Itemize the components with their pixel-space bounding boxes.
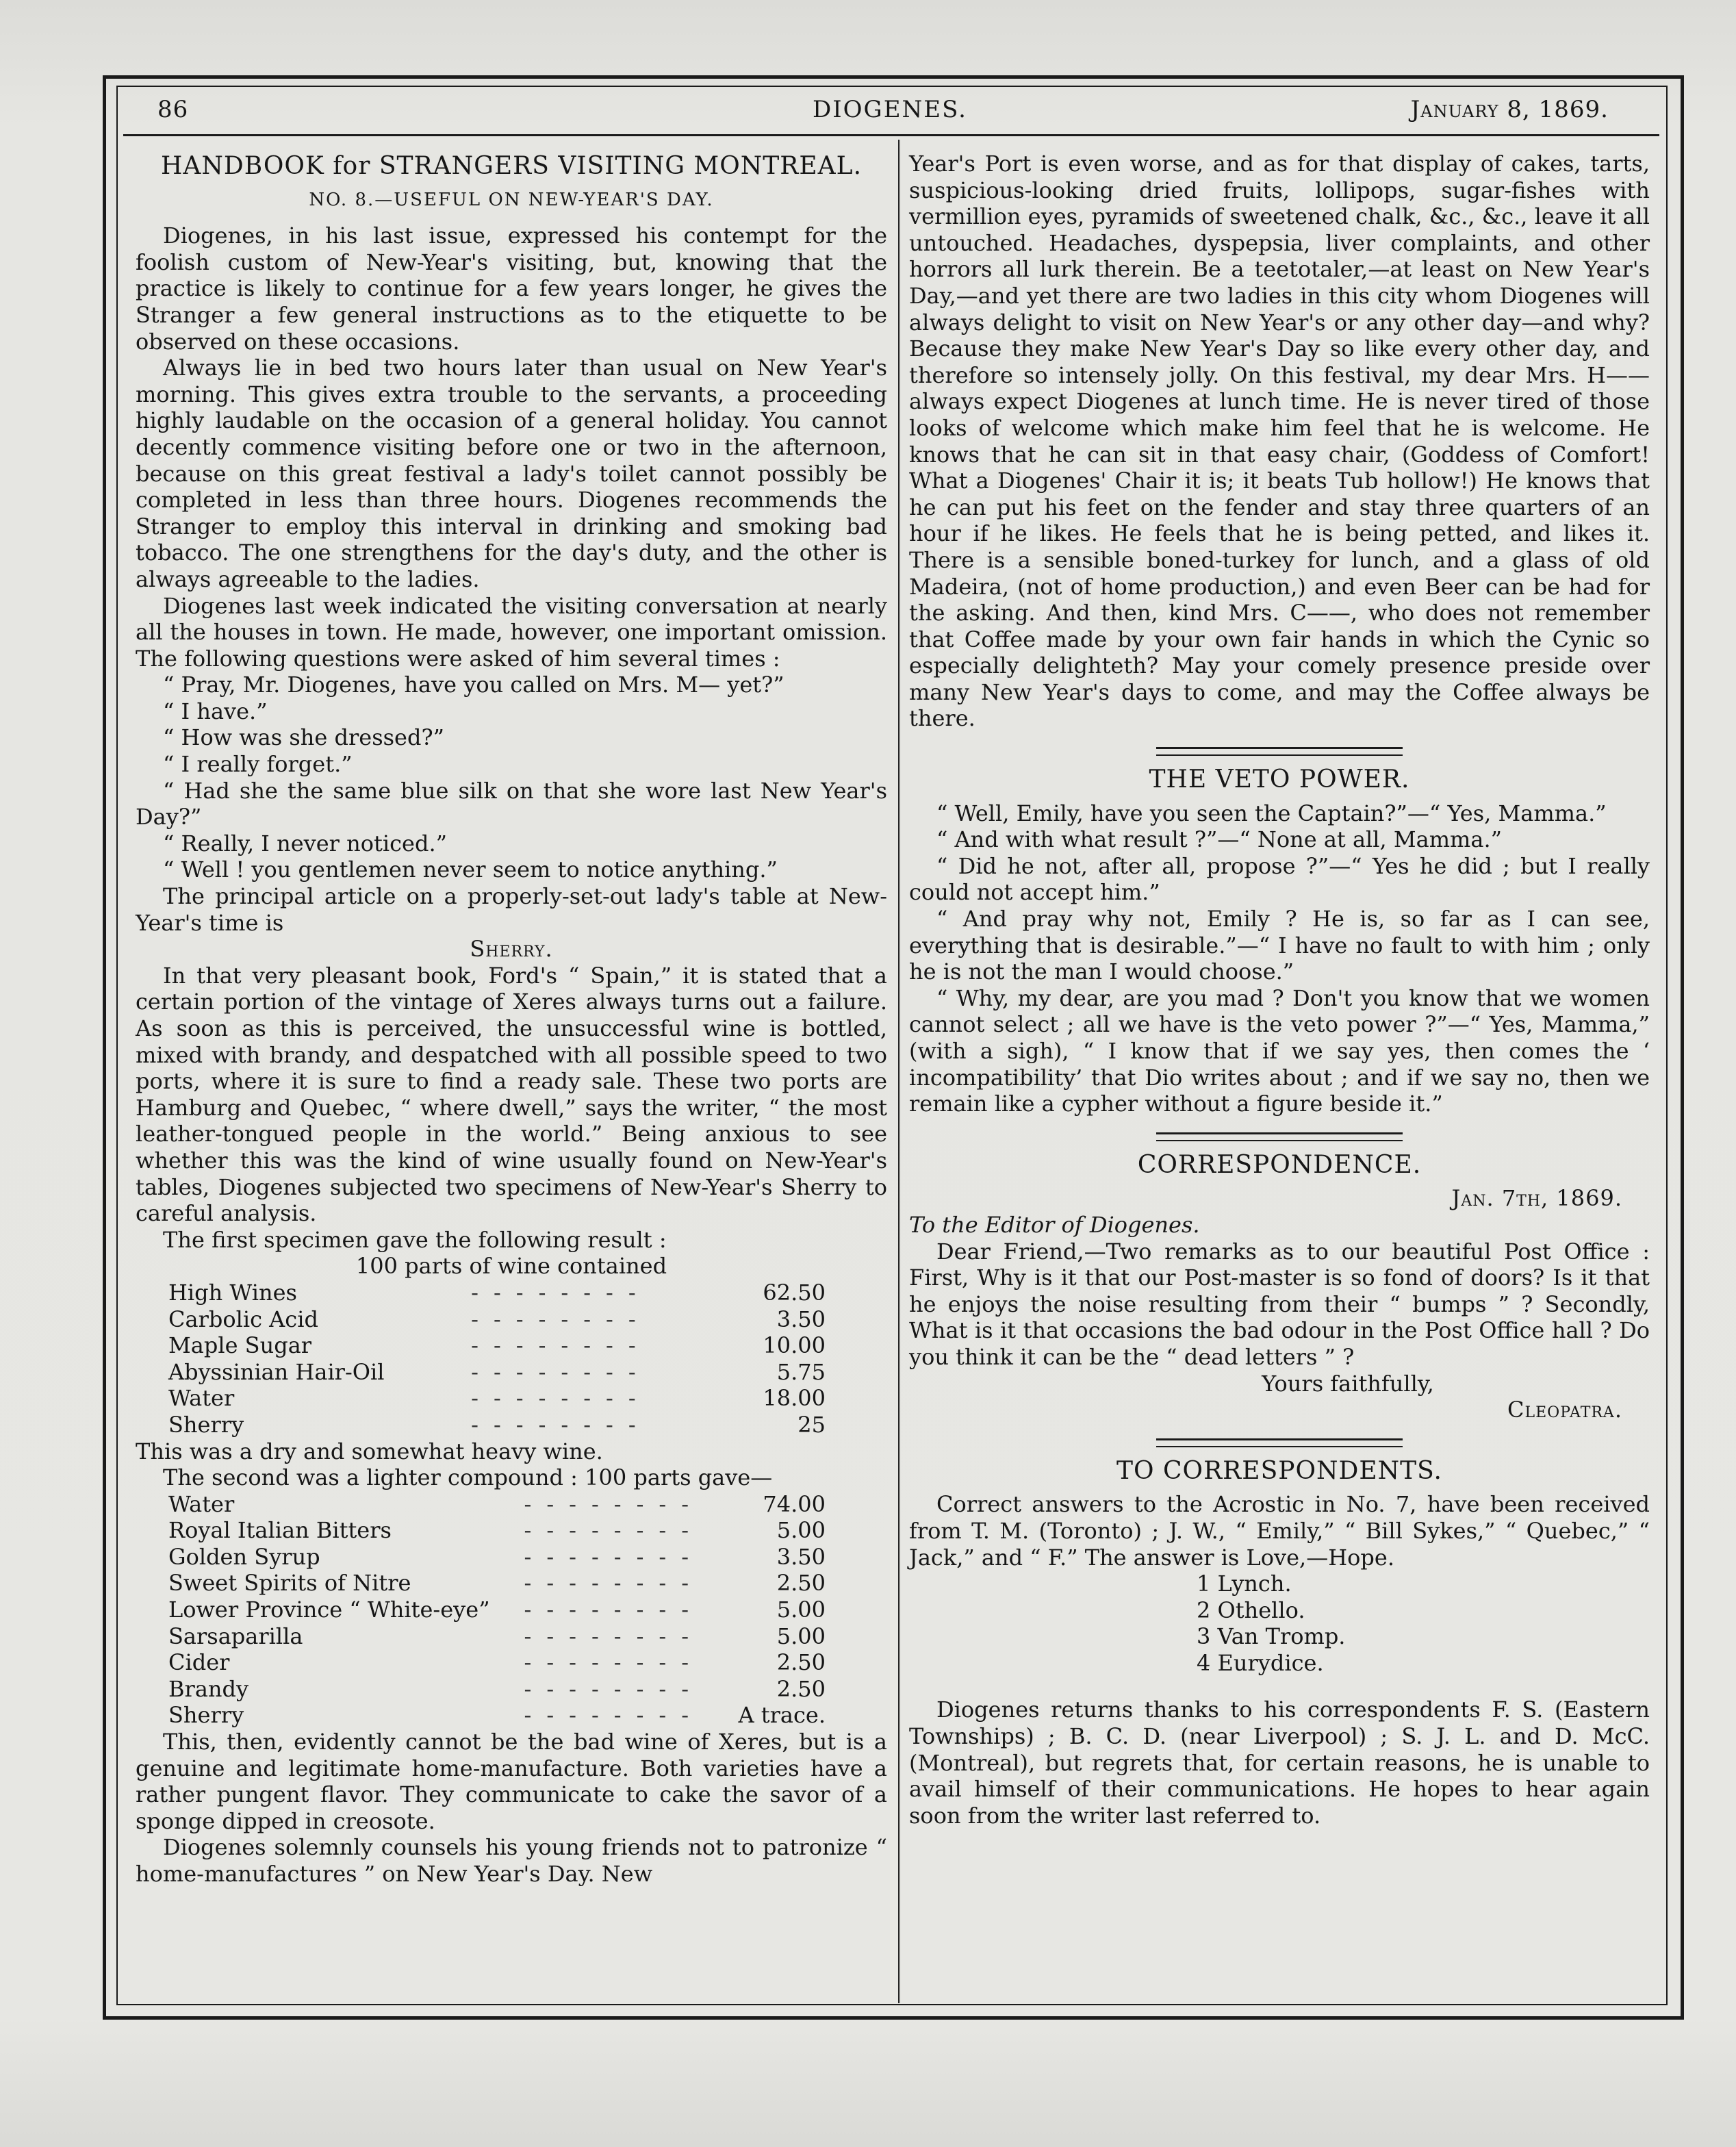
dialogue-line: “ And pray why not, Emily ? He is, so far as I can see, everything that is desirable.”—“ I have no fault to with him ; only he is not the man I would choose.”	[909, 906, 1650, 985]
article-title: HANDBOOK for STRANGERS VISITING MONTREAL.	[160, 152, 863, 180]
amount: 18.00	[763, 1385, 826, 1412]
table-row: Water -------- 18.00	[168, 1385, 826, 1412]
issue-date: January 8, 1869.	[1410, 96, 1609, 123]
table-row: Royal Italian Bitters -------- 5.00	[168, 1517, 826, 1544]
table-row: Abyssinian Hair-Oil -------- 5.75	[168, 1358, 826, 1385]
ingredient: Sarsaparilla	[168, 1623, 303, 1649]
paragraph: Always lie in bed two hours later than usual on New Year's morning. This gives extra trouble to the servants, a proceeding highly laudable on the occasion of a general holiday. You cannot decently commence visiting before one or two in the afternoon, because on this great festival a lady's toilet cannot possibly be completed in less than three hours. Diogenes recommends the Stranger to employ this interval in drinking and smoking bad tobacco. The one strengthens for the day's duty, and the other is always agreeable to the ladies.	[136, 355, 887, 592]
dialogue-line: “ I have.”	[163, 698, 268, 724]
amount: 3.50	[776, 1543, 826, 1570]
table-row: Carbolic Acid -------- 3.50	[168, 1306, 826, 1332]
amount: 10.00	[763, 1332, 826, 1359]
ingredient: Golden Syrup	[168, 1543, 320, 1570]
letter-date: Jan. 7th, 1869.	[1451, 1185, 1622, 1212]
dialogue-line: “ And with what result ?”—“ None at all, Mamma.”	[936, 826, 1502, 853]
amount: 5.00	[776, 1517, 826, 1544]
list-item: 2 Othello.	[1197, 1597, 1305, 1623]
dialogue-line: “ Well ! you gentlemen never seem to notice anything.”	[163, 856, 778, 883]
letter-address: To the Editor of Diogenes.	[909, 1211, 1200, 1238]
masthead-title: DIOGENES.	[812, 96, 967, 123]
table-row: Lower Province “ White-eye” -------- 5.00	[168, 1597, 826, 1623]
section-title-correspondence: CORRESPONDENCE.	[1137, 1150, 1422, 1179]
ingredient: High Wines	[168, 1279, 297, 1306]
amount: A trace.	[738, 1702, 826, 1729]
letter-body: Dear Friend,—Two remarks as to our beautiful Post Office : First, Why is it that our Post-master is so fond of doors? Is it that he enjoys the noise resulting from their “ bumps ” ? Secondly, What is it that occasions the bad odour in the Post Office hall ? Do you think it can be the “ dead letters ” ?	[909, 1238, 1650, 1370]
table-row: Sweet Spirits of Nitre -------- 2.50	[168, 1570, 826, 1597]
ingredient: Sherry	[168, 1411, 244, 1438]
amount: 5.00	[776, 1623, 826, 1649]
page-header	[123, 89, 1657, 130]
amount: 2.50	[776, 1570, 826, 1597]
first-specimen-table	[168, 1280, 826, 1438]
header-rule	[123, 134, 1659, 136]
ingredient: Carbolic Acid	[168, 1306, 318, 1332]
dialogue-line: “ Did he not, after all, propose ?”—“ Yes he did ; but I really could not accept him.”	[909, 852, 1650, 906]
table-row: Sarsaparilla -------- 5.00	[168, 1623, 826, 1649]
ingredient: Abyssinian Hair-Oil	[168, 1358, 385, 1385]
ingredient: Water	[168, 1490, 235, 1517]
paragraph: Diogenes last week indicated the visiting conversation at nearly all the houses in town. He made, however, one important omission. The following questions were asked of him several times :	[136, 592, 887, 672]
amount: 2.50	[776, 1649, 826, 1676]
article-subtitle: NO. 8.—USEFUL ON NEW-YEAR'S DAY.	[309, 189, 714, 210]
amount: 5.00	[776, 1597, 826, 1623]
dialogue-line: “ Well, Emily, have you seen the Captain?”—“ Yes, Mamma.”	[936, 800, 1607, 826]
ingredient: Royal Italian Bitters	[168, 1517, 392, 1544]
ingredient: Maple Sugar	[168, 1332, 312, 1359]
ingredient: Sherry	[168, 1702, 244, 1729]
paragraph: In that very pleasant book, Ford's “ Spain,” it is stated that a certain portion of the vintage of Xeres always turns out a failure. As soon as this is perceived, the unsuccessful wine is bottled, mixed with brandy, and despatched with all possible speed to two ports, where it is sure to find a ready sale. These two ports are Hamburg and Quebec, “ where dwell,” says the writer, “ the most leather-tongued people in the world.” Being anxious to see whether this was the kind of wine usually found on New-Year's tables, Diogenes subjected two specimens of New-Year's Sherry to careful analysis.	[136, 962, 887, 1227]
table-row: Brandy -------- 2.50	[168, 1675, 826, 1702]
table-row: Sherry -------- 25	[168, 1411, 826, 1438]
amount: 2.50	[776, 1675, 826, 1702]
dialogue-line: “ Pray, Mr. Diogenes, have you called on Mrs. M— yet?”	[163, 672, 784, 698]
dialogue-line: “ I really forget.”	[163, 751, 353, 778]
dialogue-line: “ Had she the same blue silk on that she wore last New Year's Day?”	[136, 777, 887, 830]
dialogue-line: “ How was she dressed?”	[163, 724, 444, 751]
paragraph: Diogenes returns thanks to his correspondents F. S. (Eastern Townships) ; B. C. D. (near Liverpool) ; S. J. L. and D. McC. (Montreal), but regrets that, for certain reasons, he is unable to avail himself of their communications. He hopes to hear again soon from the writer last referred to.	[909, 1697, 1650, 1829]
specimen-intro: The second was a lighter compound : 100 parts gave—	[163, 1464, 773, 1491]
paragraph: Diogenes solemnly counsels his young friends not to patronize “ home-manufactures ” on New Year's Day. New	[136, 1834, 887, 1887]
list-item: 3 Van Tromp.	[1197, 1623, 1346, 1650]
table-row: Sherry -------- A trace.	[168, 1702, 826, 1729]
table-row: Water -------- 74.00	[168, 1490, 826, 1517]
amount: 25	[797, 1411, 826, 1438]
specimen-intro: The first specimen gave the following result :	[163, 1226, 667, 1253]
table-row: High Wines -------- 62.50	[168, 1279, 826, 1306]
second-specimen-table	[168, 1491, 826, 1729]
column-divider	[898, 140, 900, 2003]
section-separator	[1156, 747, 1403, 756]
section-separator	[1156, 1132, 1403, 1141]
paragraph: Diogenes, in his last issue, expressed his contempt for the foolish custom of New-Year's visiting, but, knowing that the practice is likely to continue for a few years longer, he gives the Stranger a few general instructions as to the etiquette to be observed on these occasions.	[136, 223, 887, 355]
left-column	[136, 151, 887, 1888]
ingredient: Water	[168, 1385, 235, 1412]
table-row: Golden Syrup -------- 3.50	[168, 1543, 826, 1570]
dialogue	[136, 672, 887, 883]
paragraph: This, then, evidently cannot be the bad wine of Xeres, but is a genuine and legitimate home-manufacture. Both varieties have a rather pungent flavor. They communicate to cake the savor of a sponge dipped in creosote.	[136, 1729, 887, 1834]
ingredient: Brandy	[168, 1675, 249, 1702]
letter-signature: Cleopatra.	[1507, 1397, 1622, 1423]
table-row: Cider -------- 2.50	[168, 1649, 826, 1676]
amount: 3.50	[776, 1306, 826, 1332]
section-title-veto: THE VETO POWER.	[1149, 765, 1410, 794]
list-item: 4 Eurydice.	[1197, 1649, 1324, 1676]
right-column	[909, 151, 1650, 1829]
ingredient: Cider	[168, 1649, 230, 1676]
amount: 62.50	[763, 1279, 826, 1306]
paragraph: Year's Port is even worse, and as for that display of cakes, tarts, suspicious-looking dried fruits, lollipops, sugar-fishes with vermillion eyes, pyramids of sweetened chalk, &c., &c., leave it all untouched. Headaches, dyspepsia, liver complaints, and other horrors all lurk therein. Be a teetotaler,—at least on New Year's Day,—and yet there are two ladies in this city whom Diogenes will always delight to visit on New Year's or any other day—and why? Because they make New Year's Day so like every other day, and therefore so intensely jolly. On this festival, my dear Mrs. H—— always expect Diogenes at lunch time. He is never tired of those looks of welcome which make him feel that he is welcome. He knows that he can sit in that easy chair, (Goddess of Comfort! What a Diogenes' Chair it is; it beats Tub hollow!) He knows that he can put his feet on the fender and stay three quarters of an hour if he likes. He feels that he is being petted, and likes it. There is a sensible boned-turkey for lunch, and a glass of old Madeira, (not of home production,) and even Beer can be had for the asking. And then, kind Mrs. C——, who does not remember that Coffee made by your own fair hands in which the Cynic so especially delighteth? May your comely presence preside over many New Year's days to come, and may the Coffee always be there.	[909, 151, 1650, 732]
section-title-correspondents: TO CORRESPONDENTS.	[1116, 1456, 1442, 1485]
ingredient: Lower Province “ White-eye”	[168, 1597, 490, 1623]
paragraph: This was a dry and somewhat heavy wine.	[136, 1438, 603, 1464]
dialogue-line: “ Really, I never noticed.”	[163, 830, 447, 856]
amount: 5.75	[776, 1358, 826, 1385]
letter-close: Yours faithfully,	[1262, 1370, 1434, 1397]
section-separator	[1156, 1438, 1403, 1447]
specimen-subtitle: 100 parts of wine contained	[355, 1253, 667, 1280]
paragraph: The principal article on a properly-set-out lady's table at New-Year's time is	[136, 883, 887, 936]
ingredient: Sweet Spirits of Nitre	[168, 1570, 411, 1597]
list-item: 1 Lynch.	[1197, 1571, 1292, 1597]
amount: 74.00	[763, 1490, 826, 1517]
acrostic-answers	[1197, 1571, 1650, 1676]
page-number: 86	[157, 96, 189, 123]
dialogue-line: “ Why, my dear, are you mad ? Don't you know that we women cannot select ; all we have is the veto power ?”—“ Yes, Mamma,” (with a sigh), “ I know that if we say yes, then comes the ‘ incompatibility’ that Dio writes about ; and if we say no, then we remain like a cypher without a figure beside it.”	[909, 984, 1650, 1117]
table-row: Maple Sugar -------- 10.00	[168, 1332, 826, 1359]
paragraph: Correct answers to the Acrostic in No. 7, have been received from T. M. (Toronto) ; J. W., “ Emily,” “ Bill Sykes,” “ Quebec,” “ Jack,” and “ F.” The answer is Love,—Hope.	[909, 1491, 1650, 1571]
sherry-heading: Sherry.	[470, 936, 553, 963]
